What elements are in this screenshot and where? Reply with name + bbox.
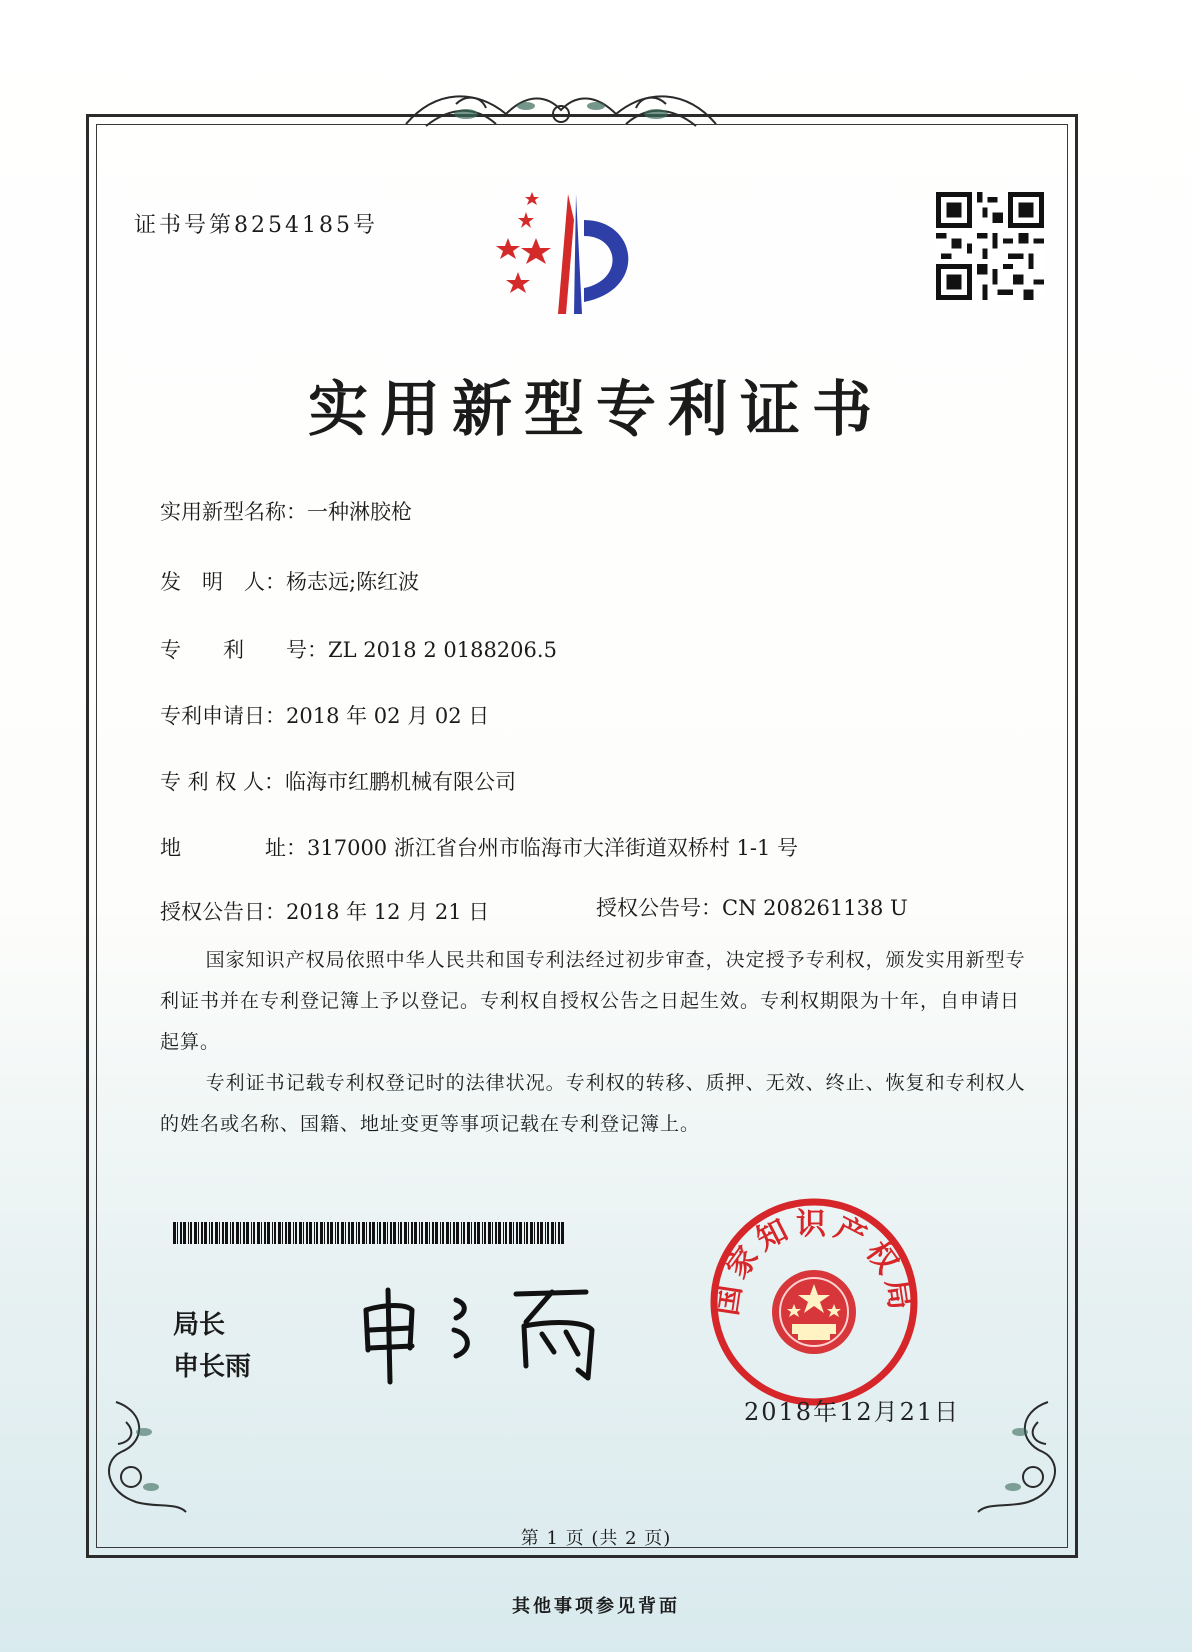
top-ornament xyxy=(396,84,726,140)
director-title: 局长 xyxy=(173,1310,226,1340)
barcode-bar xyxy=(341,1222,344,1244)
field-application-date-label: 专利申请日 xyxy=(160,704,265,728)
barcode-bar xyxy=(303,1222,304,1244)
barcode-bar xyxy=(236,1222,239,1244)
barcode-bar xyxy=(411,1222,413,1244)
barcode-bar xyxy=(482,1222,483,1244)
barcode-bar xyxy=(324,1222,325,1244)
barcode-bar xyxy=(180,1222,182,1244)
barcode-bar xyxy=(429,1222,430,1244)
barcode-bar xyxy=(537,1222,539,1244)
barcode-bar xyxy=(204,1222,207,1244)
field-name-label: 实用新型名称 xyxy=(160,500,286,524)
barcode-bar xyxy=(309,1222,312,1244)
barcode-bar xyxy=(327,1222,329,1244)
barcode-bar xyxy=(293,1222,294,1244)
barcode-bar xyxy=(387,1222,388,1244)
barcode-bar xyxy=(183,1222,186,1244)
barcode-bar xyxy=(261,1222,262,1244)
body-paragraph-2: 专利证书记载专利权登记时的法律状况。专利权的转移、质押、无效、终止、恢复和专利权人的姓名或名称、国籍、地址变更等事项记载在专利登记簿上。 xyxy=(160,1072,1026,1135)
field-address-value: 317000 浙江省台州市临海市大洋街道双桥村 1-1 号 xyxy=(307,836,799,860)
barcode-bar xyxy=(379,1222,381,1244)
barcode-bar xyxy=(414,1222,417,1244)
national-emblem-icon xyxy=(772,1270,856,1354)
barcode-bar xyxy=(366,1222,367,1244)
barcode-bar xyxy=(345,1222,346,1244)
field-application-date-value: 2018 年 02 月 02 日 xyxy=(286,704,490,728)
barcode-bar xyxy=(267,1222,270,1244)
barcode-bar xyxy=(330,1222,333,1244)
barcode-bar xyxy=(516,1222,518,1244)
body-paragraph-1: 国家知识产权局依照中华人民共和国专利法经过初步审查，决定授予专利权，颁发实用新型专利证书并在专利登记簿上予以登记。专利权自授权公告之日起生效。专利权期限为十年，自申请日起算。 xyxy=(160,949,1026,1053)
barcode-bar xyxy=(188,1222,189,1244)
field-grant-date-label: 授权公告日 xyxy=(160,900,265,924)
barcode-bar xyxy=(503,1222,504,1244)
barcode-bar xyxy=(492,1222,493,1244)
barcode-bar xyxy=(463,1222,465,1244)
barcode-bar xyxy=(404,1222,407,1244)
field-address: 地 址：317000 浙江省台州市临海市大洋街道双桥村 1-1 号 xyxy=(160,832,798,862)
barcode-bar xyxy=(198,1222,199,1244)
barcode xyxy=(173,1222,565,1244)
barcode-bar xyxy=(505,1222,507,1244)
patent-office-emblem-icon xyxy=(488,190,658,320)
barcode-bar xyxy=(232,1222,234,1244)
barcode-bar xyxy=(211,1222,213,1244)
barcode-bar xyxy=(358,1222,360,1244)
field-grant-no: 授权公告号：CN 208261138 U xyxy=(596,892,908,922)
footer-note: 其他事项参见背面 xyxy=(512,1596,680,1617)
field-grant-no-label: 授权公告号 xyxy=(596,896,701,920)
barcode-bar xyxy=(222,1222,224,1244)
barcode-bar xyxy=(530,1222,533,1244)
barcode-bar xyxy=(314,1222,315,1244)
barcode-bar xyxy=(390,1222,392,1244)
barcode-bar xyxy=(272,1222,273,1244)
barcode-bar xyxy=(425,1222,428,1244)
field-grant-date-value: 2018 年 12 月 21 日 xyxy=(286,900,490,924)
barcode-bar xyxy=(513,1222,514,1244)
barcode-bar xyxy=(547,1222,549,1244)
barcode-bar xyxy=(351,1222,354,1244)
barcode-bar xyxy=(173,1222,176,1244)
barcode-bar xyxy=(201,1222,203,1244)
barcode-bar xyxy=(264,1222,266,1244)
certificate-body xyxy=(160,940,1032,1145)
barcode-bar xyxy=(471,1222,472,1244)
field-inventor-label: 发 明 人 xyxy=(160,570,265,594)
certificate-number-value: 8254185 xyxy=(234,213,353,238)
barcode-bar xyxy=(435,1222,438,1244)
barcode-bar xyxy=(299,1222,302,1244)
barcode-bar xyxy=(372,1222,375,1244)
barcode-bar xyxy=(320,1222,323,1244)
barcode-bar xyxy=(526,1222,528,1244)
page-number: 第 1 页 (共 2 页) xyxy=(520,1528,672,1549)
barcode-bar xyxy=(369,1222,371,1244)
barcode-bar xyxy=(519,1222,522,1244)
barcode-bar xyxy=(246,1222,249,1244)
barcode-bar xyxy=(558,1222,560,1244)
bottom-left-ornament xyxy=(96,1392,196,1522)
barcode-bar xyxy=(278,1222,281,1244)
certificate-number xyxy=(134,208,378,239)
barcode-bar xyxy=(190,1222,192,1244)
barcode-bar xyxy=(240,1222,241,1244)
field-patentee-value: 临海市红鹏机械有限公司 xyxy=(285,770,517,794)
field-patentee-label: 专 利 权 人 xyxy=(160,770,265,794)
field-application-date: 专利申请日：2018 年 02 月 02 日 xyxy=(160,700,489,730)
field-inventor: 发 明 人：杨志远;陈红波 xyxy=(160,566,419,596)
barcode-bar xyxy=(461,1222,462,1244)
barcode-bar xyxy=(316,1222,318,1244)
barcode-bar xyxy=(400,1222,402,1244)
barcode-bar xyxy=(555,1222,556,1244)
barcode-bar xyxy=(442,1222,444,1244)
barcode-bar xyxy=(440,1222,441,1244)
barcode-bar xyxy=(545,1222,546,1244)
barcode-bar xyxy=(446,1222,449,1244)
barcode-bar xyxy=(432,1222,434,1244)
field-name: 实用新型名称：一种淋胶枪 xyxy=(160,496,412,526)
barcode-bar xyxy=(453,1222,455,1244)
barcode-bar xyxy=(534,1222,535,1244)
barcode-bar xyxy=(477,1222,480,1244)
barcode-bar xyxy=(337,1222,339,1244)
field-patent-no-value: ZL 2018 2 0188206.5 xyxy=(328,638,557,662)
barcode-bar xyxy=(295,1222,297,1244)
barcode-bar xyxy=(253,1222,255,1244)
field-address-label: 地 址 xyxy=(160,836,286,860)
barcode-bar xyxy=(274,1222,276,1244)
barcode-bar xyxy=(225,1222,228,1244)
barcode-bar xyxy=(484,1222,486,1244)
seal-text: 国家知识产权局 xyxy=(709,1207,919,1318)
barcode-bar xyxy=(194,1222,197,1244)
barcode-bar xyxy=(377,1222,378,1244)
barcode-bar xyxy=(243,1222,245,1244)
field-patent-no-label: 专 利 号 xyxy=(160,638,307,662)
barcode-bar xyxy=(551,1222,554,1244)
qr-code xyxy=(936,192,1044,300)
barcode-bar xyxy=(219,1222,220,1244)
field-grant-date: 授权公告日：2018 年 12 月 21 日 xyxy=(160,896,489,926)
barcode-bar xyxy=(288,1222,291,1244)
barcode-bar xyxy=(209,1222,210,1244)
bottom-right-ornament xyxy=(968,1392,1068,1522)
barcode-bar xyxy=(177,1222,178,1244)
barcode-bar xyxy=(257,1222,260,1244)
barcode-bar xyxy=(306,1222,308,1244)
field-name-value: 一种淋胶枪 xyxy=(307,500,412,524)
barcode-bar xyxy=(251,1222,252,1244)
barcode-bar xyxy=(540,1222,543,1244)
barcode-bar xyxy=(488,1222,491,1244)
barcode-bar xyxy=(467,1222,470,1244)
barcode-bar xyxy=(362,1222,365,1244)
barcode-bar xyxy=(456,1222,459,1244)
certificate-title: 实用新型专利证书 xyxy=(308,375,884,445)
field-patent-no: 专 利 号：ZL 2018 2 0188206.5 xyxy=(160,634,557,664)
barcode-bar xyxy=(450,1222,451,1244)
barcode-bar xyxy=(393,1222,396,1244)
barcode-bar xyxy=(474,1222,476,1244)
barcode-bar xyxy=(215,1222,218,1244)
barcode-bar xyxy=(524,1222,525,1244)
field-patentee: 专 利 权 人：临海市红鹏机械有限公司 xyxy=(160,766,516,796)
field-inventor-value: 杨志远;陈红波 xyxy=(286,570,420,594)
seal-date: 2018年12月21日 xyxy=(744,1398,961,1426)
barcode-bar xyxy=(561,1222,564,1244)
certificate-number-suffix: 号 xyxy=(353,213,379,238)
director-name: 申长雨 xyxy=(173,1352,252,1382)
barcode-bar xyxy=(348,1222,350,1244)
barcode-bar xyxy=(509,1222,512,1244)
barcode-bar xyxy=(498,1222,501,1244)
certificate-number-label: 证书号第 xyxy=(134,213,235,238)
barcode-bar xyxy=(495,1222,497,1244)
barcode-bar xyxy=(335,1222,336,1244)
field-grant-no-value: CN 208261138 U xyxy=(722,896,908,920)
barcode-bar xyxy=(285,1222,287,1244)
barcode-bar xyxy=(408,1222,409,1244)
director-signature xyxy=(356,1270,616,1390)
barcode-bar xyxy=(383,1222,386,1244)
official-seal xyxy=(706,1194,922,1410)
barcode-bar xyxy=(282,1222,283,1244)
barcode-bar xyxy=(230,1222,231,1244)
barcode-bar xyxy=(356,1222,357,1244)
barcode-bar xyxy=(421,1222,423,1244)
barcode-bar xyxy=(419,1222,420,1244)
barcode-bar xyxy=(398,1222,399,1244)
